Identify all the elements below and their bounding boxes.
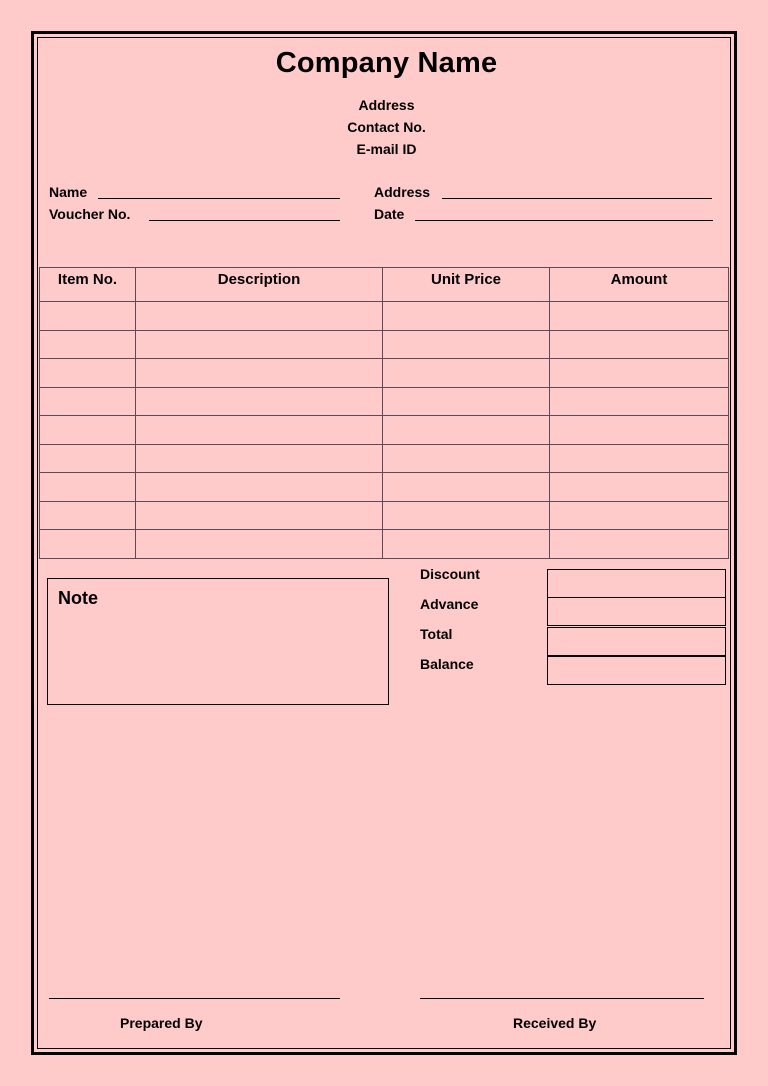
- table-row: [40, 530, 729, 559]
- total-label: Total: [420, 626, 453, 642]
- total-box[interactable]: [547, 627, 726, 656]
- table-cell[interactable]: [550, 387, 729, 416]
- column-header-amount: Amount: [550, 268, 729, 302]
- company-name: Company Name: [275, 47, 498, 79]
- table-cell[interactable]: [136, 330, 383, 359]
- date-field[interactable]: [415, 220, 713, 221]
- discount-label: Discount: [420, 566, 480, 582]
- table-cell[interactable]: [40, 302, 136, 331]
- company-address: Address: [358, 97, 415, 113]
- table-cell[interactable]: [383, 530, 550, 559]
- table-cell[interactable]: [550, 302, 729, 331]
- table-cell[interactable]: [383, 359, 550, 388]
- table-row: [40, 444, 729, 473]
- table-row: [40, 473, 729, 502]
- prepared-by-line[interactable]: [49, 998, 340, 999]
- table-row: [40, 359, 729, 388]
- table-cell[interactable]: [40, 359, 136, 388]
- table-row: [40, 416, 729, 445]
- table-cell[interactable]: [383, 387, 550, 416]
- table-row: [40, 387, 729, 416]
- name-field[interactable]: [98, 198, 340, 199]
- column-header-unit-price: Unit Price: [383, 268, 550, 302]
- column-header-item-no: Item No.: [40, 268, 136, 302]
- name-label: Name: [49, 184, 88, 200]
- table-cell[interactable]: [136, 416, 383, 445]
- note-box[interactable]: [47, 578, 389, 705]
- table-cell[interactable]: [383, 501, 550, 530]
- table-cell[interactable]: [383, 302, 550, 331]
- table-cell[interactable]: [550, 444, 729, 473]
- received-by-label: Received By: [513, 1015, 597, 1031]
- advance-label: Advance: [420, 596, 479, 612]
- note-label: Note: [58, 588, 98, 608]
- discount-box[interactable]: [547, 569, 726, 598]
- table-cell[interactable]: [550, 359, 729, 388]
- table-cell[interactable]: [136, 501, 383, 530]
- table-cell[interactable]: [550, 416, 729, 445]
- table-cell[interactable]: [550, 473, 729, 502]
- table-cell[interactable]: [40, 330, 136, 359]
- received-by-line[interactable]: [420, 998, 704, 999]
- company-email: E-mail ID: [356, 141, 417, 157]
- voucher-field[interactable]: [149, 220, 340, 221]
- column-header-description: Description: [136, 268, 383, 302]
- table-row: [40, 330, 729, 359]
- table-cell[interactable]: [136, 387, 383, 416]
- balance-box[interactable]: [547, 656, 726, 685]
- date-label: Date: [374, 206, 405, 222]
- table-row: [40, 501, 729, 530]
- table-cell[interactable]: [40, 473, 136, 502]
- table-cell[interactable]: [136, 302, 383, 331]
- address-label: Address: [374, 184, 431, 200]
- table-cell[interactable]: [383, 416, 550, 445]
- table-cell[interactable]: [40, 444, 136, 473]
- table-cell[interactable]: [383, 444, 550, 473]
- table-cell[interactable]: [383, 330, 550, 359]
- table-cell[interactable]: [40, 387, 136, 416]
- table-row: [40, 302, 729, 331]
- table-cell[interactable]: [136, 530, 383, 559]
- table-cell[interactable]: [550, 330, 729, 359]
- table-cell[interactable]: [136, 359, 383, 388]
- prepared-by-label: Prepared By: [120, 1015, 203, 1031]
- voucher-label: Voucher No.: [49, 206, 131, 222]
- address-field[interactable]: [442, 198, 712, 199]
- table-cell[interactable]: [136, 473, 383, 502]
- table-cell[interactable]: [550, 501, 729, 530]
- table-cell[interactable]: [550, 530, 729, 559]
- table-cell[interactable]: [40, 530, 136, 559]
- company-contact: Contact No.: [347, 119, 426, 135]
- advance-box[interactable]: [547, 597, 726, 626]
- table-cell[interactable]: [40, 501, 136, 530]
- table-cell[interactable]: [383, 473, 550, 502]
- table-cell[interactable]: [136, 444, 383, 473]
- items-table: [39, 267, 729, 559]
- table-header-row: [40, 268, 729, 302]
- table-cell[interactable]: [40, 416, 136, 445]
- balance-label: Balance: [420, 656, 474, 672]
